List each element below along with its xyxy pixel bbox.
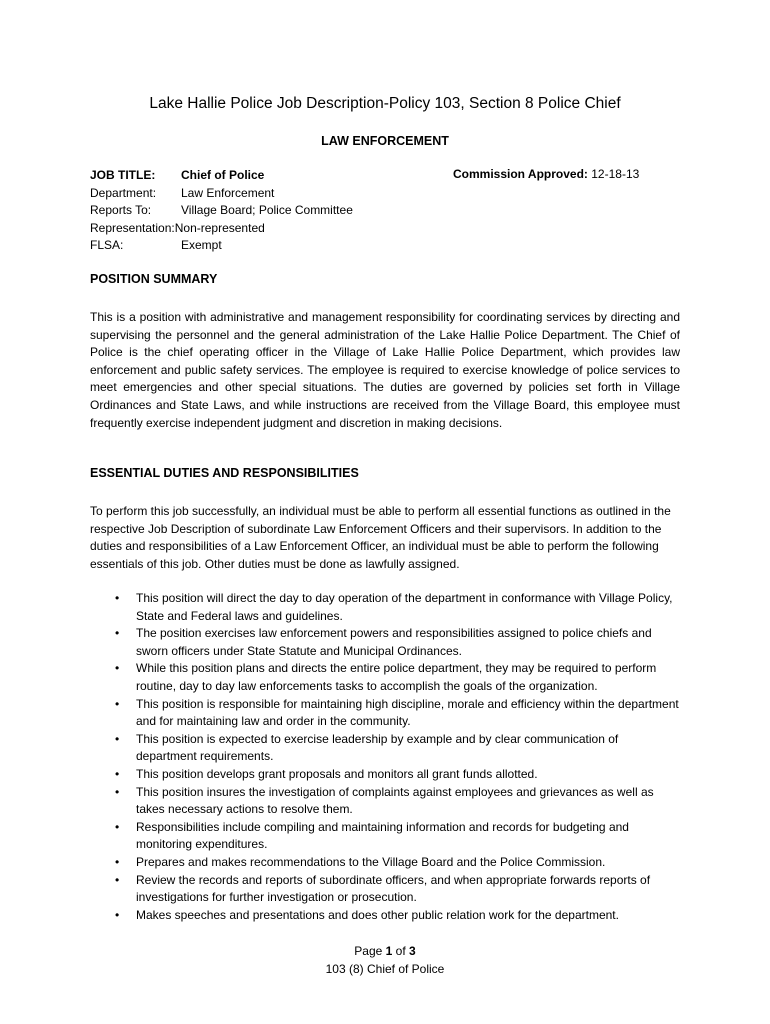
position-summary-heading: POSITION SUMMARY — [90, 272, 218, 286]
meta-value: Non-represented — [174, 220, 265, 235]
bullet-icon: • — [115, 872, 120, 887]
bullet-icon: • — [115, 854, 120, 869]
list-item — [90, 907, 680, 925]
meta-row-representation — [90, 220, 680, 238]
meta-label: Representation: — [90, 220, 175, 235]
page-footer — [0, 943, 770, 978]
bullet-icon: • — [115, 731, 120, 746]
total-pages: 3 — [409, 944, 416, 958]
list-item-text: This position is responsible for maintaining high discipline, morale and efficiency within the department and for maintaining law and order in the community. — [136, 696, 679, 729]
list-item — [90, 784, 680, 819]
document-title: Lake Hallie Police Job Description-Policy 103, Section 8 Police Chief — [149, 95, 621, 112]
list-item — [90, 696, 680, 731]
essential-duties-heading: ESSENTIAL DUTIES AND RESPONSIBILITIES — [90, 466, 359, 480]
list-item-text: This position will direct the day to day operation of the department in conformance with Village Policy, State and Federal laws and guidelines. — [136, 591, 673, 623]
meta-row-department — [90, 185, 680, 203]
bullet-icon: • — [115, 661, 120, 676]
bullet-icon: • — [115, 591, 120, 605]
meta-label: JOB TITLE: — [90, 168, 156, 182]
list-item-text: Review the records and reports of subordinate officers, and when appropriate forwards reports of investigations for further investigation or prosecution. — [136, 872, 651, 905]
meta-value: Chief of Police — [181, 168, 265, 182]
meta-row-flsa — [90, 237, 680, 255]
essential-duties-intro: To perform this job successfully, an individual must be able to perform all essential functions as outlined in the respective Job Description of subordinate Law Enforcement Officers and their supervisors. In addition to the duties and responsibilities of a Law Enforcement Officer, an individual must be able to perform the following essentials of this job. Other duties must be done as lawfully assigned. — [90, 504, 671, 571]
list-item — [90, 766, 680, 784]
bullet-icon: • — [115, 696, 120, 711]
meta-label: Reports To: — [90, 203, 152, 217]
position-summary-text: This is a position with administrative and management responsibility for coordinating services by directing and supervising the personnel and the general administration of the Lake Hallie Police Department. The Chief of Police is the chief operating officer in the Village of Lake Hallie Police Department, which provides law enforcement and public safety services. The employee is required to exercise knowledge of police services to meet emergencies and other special situations. The duties are governed by policies set forth in Village Ordinances and State Laws, and while instructions are received from the Village Board, this employee must frequently exercise independent judgment and discretion in making decisions. — [90, 310, 680, 430]
list-item — [90, 854, 680, 872]
page-number — [0, 943, 770, 961]
document-reference: 103 (8) Chief of Police — [325, 961, 445, 976]
meta-label: FLSA: — [90, 238, 124, 252]
page-of: of — [392, 944, 410, 958]
meta-value: Exempt — [181, 238, 222, 252]
document-subtitle: LAW ENFORCEMENT — [321, 134, 449, 148]
bullet-icon: • — [115, 784, 120, 799]
list-item-text: This position is expected to exercise leadership by example and by clear communication of department requirements. — [136, 731, 619, 764]
bullet-icon: • — [115, 766, 120, 781]
meta-label: Department: — [90, 185, 157, 200]
list-item-text: Responsibilities include compiling and maintaining information and records for budgeting and monitoring expenditures. — [136, 819, 629, 852]
list-item — [90, 872, 680, 907]
commission-approved — [453, 167, 639, 181]
list-item-text: The position exercises law enforcement powers and responsibilities assigned to police chiefs and sworn officers under State Statute and Municipal Ordinances. — [136, 626, 652, 658]
commission-date: 12-18-13 — [591, 167, 640, 181]
bullet-icon: • — [115, 907, 120, 922]
meta-row-reports-to — [90, 202, 680, 220]
list-item-text: Prepares and makes recommendations to the Village Board and the Police Commission. — [136, 854, 606, 869]
bullet-icon: • — [115, 626, 120, 641]
meta-value: Village Board; Police Committee — [181, 203, 353, 217]
bullet-icon: • — [115, 819, 120, 834]
current-page: 1 — [385, 944, 393, 958]
list-item-text: This position insures the investigation of complaints against employees and grievances as well as takes necessary actions to resolve them. — [136, 784, 654, 817]
list-item-text: This position develops grant proposals and monitors all grant funds allotted. — [136, 766, 538, 781]
list-item — [90, 731, 680, 766]
list-item — [90, 819, 680, 854]
list-item — [90, 660, 680, 695]
page-prefix: Page — [354, 944, 386, 958]
duties-list — [90, 590, 680, 924]
list-item — [90, 590, 680, 625]
list-item — [90, 625, 680, 660]
commission-label: Commission Approved: — [453, 167, 588, 181]
list-item-text: Makes speeches and presentations and does other public relation work for the department. — [136, 907, 619, 922]
list-item-text: While this position plans and directs the entire police department, they may be required to perform routine, day to day law enforcements tasks to accomplish the goals of the organization. — [136, 661, 657, 693]
meta-value: Law Enforcement — [181, 185, 275, 200]
